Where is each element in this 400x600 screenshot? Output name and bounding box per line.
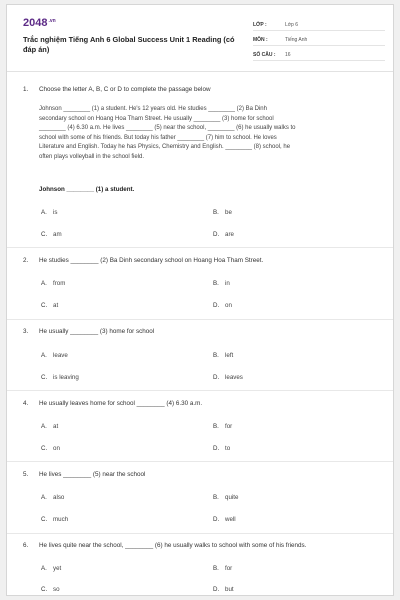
meta-subject: MÔN : Tiếng Anh: [253, 33, 385, 46]
question-text: He lives ________ (5) near the school: [39, 471, 146, 478]
question-number: 2.: [23, 257, 29, 264]
question-text: He studies ________ (2) Ba Dinh secondary school on Hoang Hoa Tham Street.: [39, 257, 264, 264]
passage-line: ________ (4) 6.30 a.m. He lives ________ (5) near the school, ________ (6) he usually walks to: [39, 125, 296, 132]
question-text: He usually leaves home for school ________ (4) 6.30 a.m.: [39, 400, 203, 407]
page-title: Trắc nghiệm Tiếng Anh 6 Global Success Unit 1 Reading (có đáp án): [23, 35, 235, 54]
quiz-meta: [253, 18, 385, 63]
option-a[interactable]: A. yet: [41, 565, 62, 572]
question-divider: [7, 461, 393, 462]
question-divider: [7, 247, 393, 248]
question-number: 5.: [23, 471, 29, 478]
passage-line: Literature and English. Today he has Physics, Chemistry and English. ________ (8) school, he: [39, 144, 291, 151]
option-b[interactable]: B. left: [213, 352, 234, 359]
header-divider: [7, 71, 393, 72]
question-divider: [7, 390, 393, 391]
passage-line: school with some of his friends. But today his father ________ (7) him to school. He loves: [39, 134, 277, 141]
passage-line: Johnson ________ (1) a student. He's 12 years old. He studies ________ (2) Ba Dinh: [39, 106, 267, 112]
option-b[interactable]: B. for: [213, 565, 233, 572]
passage-line: secondary school on Hoang Hoa Tham Street. He usually ________ (3) home for school: [39, 115, 274, 122]
option-a[interactable]: A. leave: [41, 352, 68, 359]
option-d[interactable]: D. well: [213, 516, 236, 523]
question-text: He lives quite near the school, ________ (6) he usually walks to school with some of his friends.: [39, 542, 307, 549]
question-number: 6.: [23, 542, 29, 549]
question-prompt: Choose the letter A, B, C or D to complete the passage below: [39, 86, 211, 93]
option-d[interactable]: D. leaves: [213, 374, 243, 381]
question-text: He usually ________ (3) home for school: [39, 328, 155, 335]
option-a[interactable]: A. at: [41, 423, 59, 430]
option-c[interactable]: C. at: [41, 302, 59, 309]
question-number: 4.: [23, 400, 29, 407]
option-a[interactable]: A. also: [41, 494, 65, 501]
reading-passage: [39, 105, 369, 163]
option-c[interactable]: C. on: [41, 445, 60, 452]
option-d[interactable]: D. on: [213, 302, 232, 309]
option-a[interactable]: A. from: [41, 280, 66, 287]
option-d[interactable]: D. are: [213, 231, 234, 238]
option-c[interactable]: C. am: [41, 231, 62, 238]
option-c[interactable]: C. so: [41, 586, 60, 593]
option-c[interactable]: C. is leaving: [41, 374, 79, 381]
passage-line: often plays volleyball in the school field.: [39, 153, 145, 160]
option-b[interactable]: B. in: [213, 280, 230, 287]
page-header: [7, 5, 393, 69]
question-divider: [7, 533, 393, 534]
quiz-page: [6, 4, 394, 596]
subquestion: Johnson ________ (1) a student.: [39, 186, 135, 193]
option-d[interactable]: D. but: [213, 586, 234, 593]
option-b[interactable]: B. quite: [213, 494, 239, 501]
site-logo[interactable]: $2048^{.vn}$: [23, 17, 56, 29]
question-number: 1.: [23, 86, 29, 93]
question-divider: [7, 319, 393, 320]
option-a[interactable]: A. is: [41, 209, 58, 216]
option-b[interactable]: B. be: [213, 209, 232, 216]
meta-class: LỚP : Lớp 6: [253, 18, 385, 31]
option-d[interactable]: D. to: [213, 445, 231, 452]
meta-count: SỐ CÂU : 16: [253, 48, 385, 61]
question-number: 3.: [23, 328, 29, 335]
option-b[interactable]: B. for: [213, 423, 233, 430]
option-c[interactable]: C. much: [41, 516, 69, 523]
